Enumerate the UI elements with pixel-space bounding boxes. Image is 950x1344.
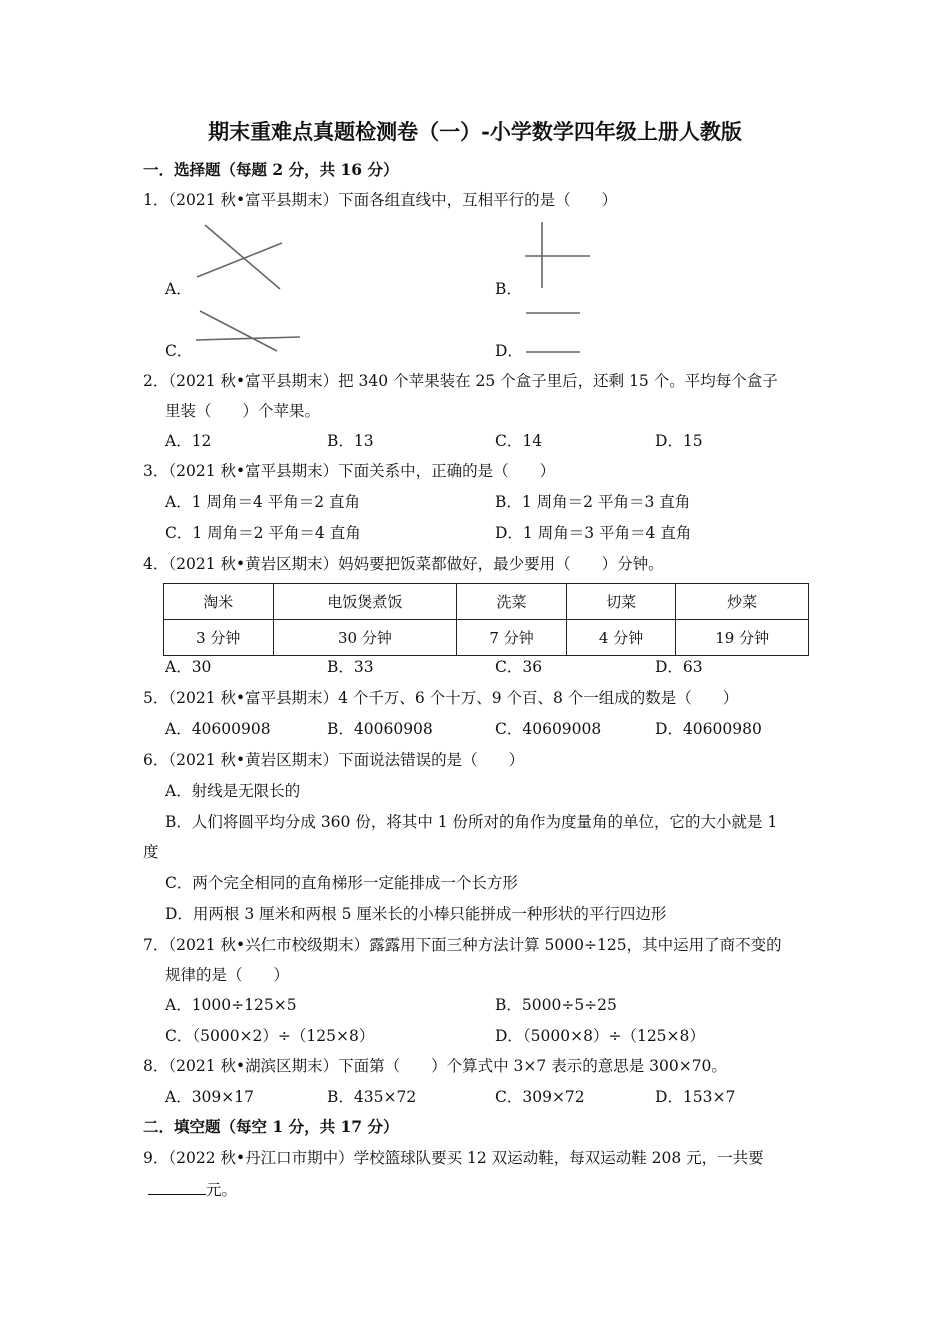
q2-option-a: A．12 [165, 432, 212, 450]
q4-option-a: A．30 [165, 658, 212, 676]
q1-option-a-label: A． [165, 280, 192, 298]
q5-option-c: C．40609008 [495, 720, 602, 738]
question-5-stem: 5．（2021 秋•富平县期末）4 个千万、6 个十万、9 个百、8 个一组成的数是（ ） [143, 689, 739, 707]
q1-option-b-label: B． [495, 280, 522, 298]
page-title: 期末重难点真题检测卷（一）-小学数学四年级上册人教版 [208, 119, 742, 144]
answer-blank[interactable] [148, 1180, 206, 1195]
q7-option-d: D．（5000×8）÷（125×8） [495, 1027, 705, 1045]
q4-time-table [163, 583, 809, 656]
q2-option-b: B．13 [327, 432, 374, 450]
q1-option-d-label: D． [495, 342, 523, 360]
question-9-stem: 9．（2022 秋•丹江口市期中）学校篮球队要买 12 双运动鞋，每双运动鞋 208 元，一共要 [143, 1149, 764, 1167]
q7-option-a: A．1000÷125×5 [165, 996, 297, 1014]
q3-option-d: D．1 周角＝3 平角＝4 直角 [495, 524, 692, 542]
q3-option-c: C．1 周角＝2 平角＝4 直角 [165, 524, 361, 542]
q1-option-c-figure [190, 305, 305, 360]
section-heading-fill-in: 二．填空题（每空 1 分，共 17 分） [143, 1117, 399, 1136]
q8-option-d: D．153×7 [655, 1088, 736, 1106]
q5-option-d: D．40600980 [655, 720, 762, 738]
table-header-cell: 炒菜 [676, 584, 809, 620]
q1-option-d-figure [520, 305, 590, 360]
table-cell: 30 分钟 [273, 620, 457, 656]
table-cell: 7 分钟 [457, 620, 567, 656]
question-7-stem-line2: 规律的是（ ） [165, 966, 290, 984]
q6-option-a: A．射线是无限长的 [165, 782, 301, 800]
question-9-answer-line [148, 1180, 237, 1200]
question-4-stem: 4．（2021 秋•黄岩区期末）妈妈要把饭菜都做好，最少要用（ ）分钟。 [143, 555, 664, 573]
table-cell: 4 分钟 [566, 620, 676, 656]
question-3-stem: 3．（2021 秋•富平县期末）下面关系中，正确的是（ ） [143, 462, 556, 480]
q7-option-b: B．5000÷5÷25 [495, 996, 617, 1014]
table-cell: 19 分钟 [676, 620, 809, 656]
q1-option-c-label: C． [165, 342, 193, 360]
q6-option-b-line1: B．人们将圆平均分成 360 份，将其中 1 份所对的角作为度量角的单位，它的大小就是 1 [165, 813, 778, 831]
q5-option-a: A．40600908 [165, 720, 271, 738]
table-header-row [164, 584, 809, 620]
q4-option-c: C．36 [495, 658, 543, 676]
question-8-stem: 8．（2021 秋•湖滨区期末）下面第（ ）个算式中 3×7 表示的意思是 300×70。 [143, 1057, 727, 1075]
q8-option-a: A．309×17 [165, 1088, 254, 1106]
table-cell: 3 分钟 [164, 620, 274, 656]
q3-option-b: B．1 周角＝2 平角＝3 直角 [495, 493, 691, 511]
question-2-stem-line1: 2．（2021 秋•富平县期末）把 340 个苹果装在 25 个盒子里后，还剩 15 个。平均每个盒子 [143, 372, 778, 390]
q4-option-b: B．33 [327, 658, 374, 676]
table-header-cell: 电饭煲煮饭 [273, 584, 457, 620]
question-2-stem-line2: 里装（ ）个苹果。 [165, 402, 321, 420]
table-row [164, 620, 809, 656]
question-9-tail: 元。 [206, 1181, 238, 1199]
q7-option-c: C．（5000×2）÷（125×8） [165, 1027, 375, 1045]
q6-option-d: D．用两根 3 厘米和两根 5 厘米长的小棒只能拼成一种形状的平行四边形 [165, 905, 667, 923]
q8-option-b: B．435×72 [327, 1088, 417, 1106]
q3-option-a: A．1 周角＝4 平角＝2 直角 [165, 493, 361, 511]
section-heading-choice: 一．选择题（每题 2 分，共 16 分） [143, 160, 399, 179]
q1-option-a-figure [190, 220, 290, 295]
question-6-stem: 6．（2021 秋•黄岩区期末）下面说法错误的是（ ） [143, 751, 525, 769]
table-header-cell: 淘米 [164, 584, 274, 620]
q4-option-d: D．63 [655, 658, 703, 676]
q2-option-c: C．14 [495, 432, 543, 450]
q8-option-c: C．309×72 [495, 1088, 585, 1106]
q5-option-b: B．40060908 [327, 720, 433, 738]
q6-option-b-line2: 度 [143, 843, 159, 861]
question-1-stem: 1．（2021 秋•富平县期末）下面各组直线中，互相平行的是（ ） [143, 191, 618, 209]
q1-option-b-figure [520, 218, 595, 293]
table-header-cell: 洗菜 [457, 584, 567, 620]
question-7-stem-line1: 7．（2021 秋•兴仁市校级期末）露露用下面三种方法计算 5000÷125，其中运用了商不变的 [143, 936, 782, 954]
q6-option-c: C．两个完全相同的直角梯形一定能排成一个长方形 [165, 874, 518, 892]
q2-option-d: D．15 [655, 432, 703, 450]
table-header-cell: 切菜 [566, 584, 676, 620]
